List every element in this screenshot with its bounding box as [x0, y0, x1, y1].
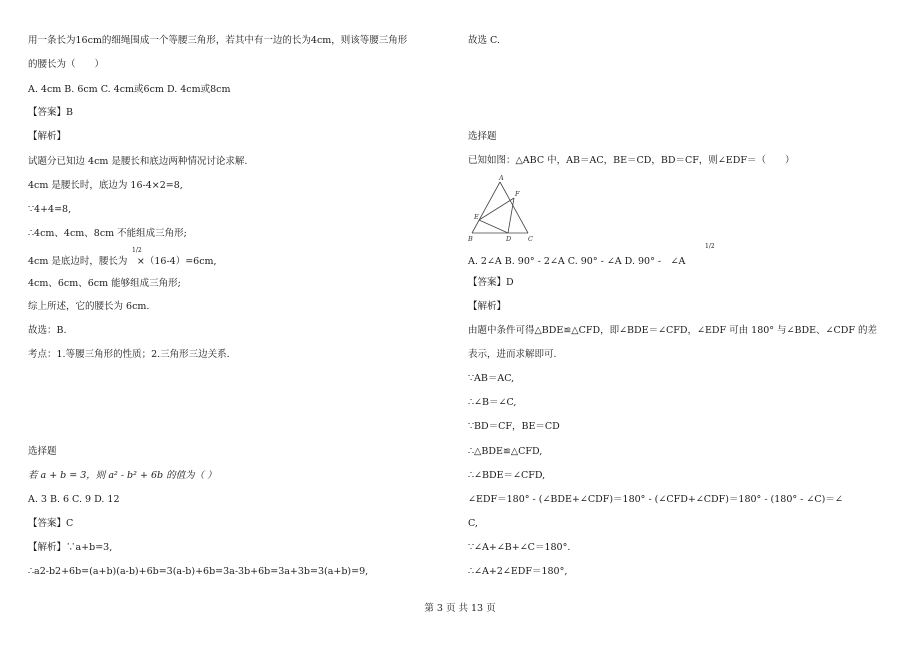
- q3-step: ∵∠A+∠B+∠C＝180°.: [468, 542, 571, 553]
- q3-step: ∴∠B＝∠C,: [468, 397, 517, 408]
- q3-step: ∵BD＝CF，BE＝CD: [468, 421, 560, 432]
- triangle-figure: [468, 172, 548, 244]
- prev-conclusion: 故选 C.: [468, 35, 500, 46]
- q1-stem-line1: 用一条长为16cm的细绳围成一个等腰三角形，若其中有一边的长为4cm，则该等腰三角形: [28, 35, 408, 46]
- q1-step: 4cm、6cm、6cm 能够组成三角形;: [28, 278, 181, 289]
- q1-step: 试题分已知边 4cm 是腰长和底边两种情况讨论求解.: [28, 156, 248, 167]
- q1-options: A. 4cm B. 6cm C. 4cm或6cm D. 4cm或8cm: [28, 84, 231, 95]
- q1-step: 故选：B.: [28, 325, 67, 336]
- q1-knowledge-point: 考点：1.等腰三角形的性质；2.三角形三边关系.: [28, 349, 230, 360]
- q3-stem: 已知如图：△ABC 中，AB＝AC，BE＝CD，BD＝CF，则∠EDF＝（ ）: [468, 155, 795, 166]
- label-a: A: [499, 174, 504, 182]
- q1-half-fraction: 1/2: [132, 247, 142, 254]
- q1-stem-line2: 的腰长为（ ）: [28, 59, 105, 70]
- q3-analysis-title: 【解析】: [468, 301, 507, 312]
- page-footer: 第 3 页 共 13 页: [424, 603, 496, 614]
- q1-analysis-title: 【解析】: [28, 131, 67, 142]
- q3-step: C,: [468, 518, 478, 529]
- q2-type: 选择题: [28, 446, 57, 457]
- q2-answer: 【答案】C: [28, 518, 74, 529]
- label-b: B: [468, 235, 473, 243]
- q1-step: 综上所述，它的腰长为 6cm.: [28, 301, 150, 312]
- q3-options: A. 2∠A B. 90° - 2∠A C. 90° - ∠A D. 90° - ∠A: [468, 256, 686, 267]
- q3-step: ∠EDF＝180° - (∠BDE+∠CDF)＝180° - (∠CFD+∠CDF)＝180° - (180° - ∠C)＝∠: [468, 494, 843, 505]
- q2-analysis: 【解析】∵a+b=3,: [28, 542, 113, 553]
- q3-explain-line2: 表示，进而求解即可.: [468, 349, 557, 360]
- q3-half-fraction: 1/2: [705, 243, 715, 250]
- q1-step: ∵4+4=8,: [28, 204, 72, 215]
- q3-type: 选择题: [468, 131, 497, 142]
- label-d: D: [506, 235, 512, 243]
- q3-answer: 【答案】D: [468, 277, 514, 288]
- q3-step: ∴∠A+2∠EDF＝180°,: [468, 566, 568, 577]
- q2-step: ∴a2-b2+6b=(a+b)(a-b)+6b=3(a-b)+6b=3a-3b+6b=3a+3b=3(a+b)=9,: [28, 566, 369, 577]
- q1-step: 4cm 是底边时，腰长为 ×（16-4）=6cm,: [28, 256, 217, 267]
- label-e: E: [474, 213, 479, 221]
- q1-step: 4cm 是腰长时，底边为 16-4×2=8,: [28, 180, 183, 191]
- q3-step: ∴△BDE≌△CFD,: [468, 446, 543, 457]
- q2-options: A. 3 B. 6 C. 9 D. 12: [28, 494, 120, 505]
- q3-explain-line1: 由题中条件可得△BDE≌△CFD，即∠BDE＝∠CFD，∠EDF 可由 180° 与∠BDE、∠CDF 的差: [468, 325, 878, 336]
- q3-step: ∵AB＝AC,: [468, 373, 515, 384]
- q3-step: ∴∠BDE＝∠CFD,: [468, 470, 546, 481]
- label-c: C: [528, 235, 533, 243]
- label-f: F: [515, 190, 520, 198]
- q2-stem: 若 a + b = 3，则 a² - b² + 6b 的值为（ ）: [28, 470, 217, 481]
- q1-step: ∴4cm、4cm、8cm 不能组成三角形;: [28, 228, 187, 239]
- q1-answer: 【答案】B: [28, 107, 73, 118]
